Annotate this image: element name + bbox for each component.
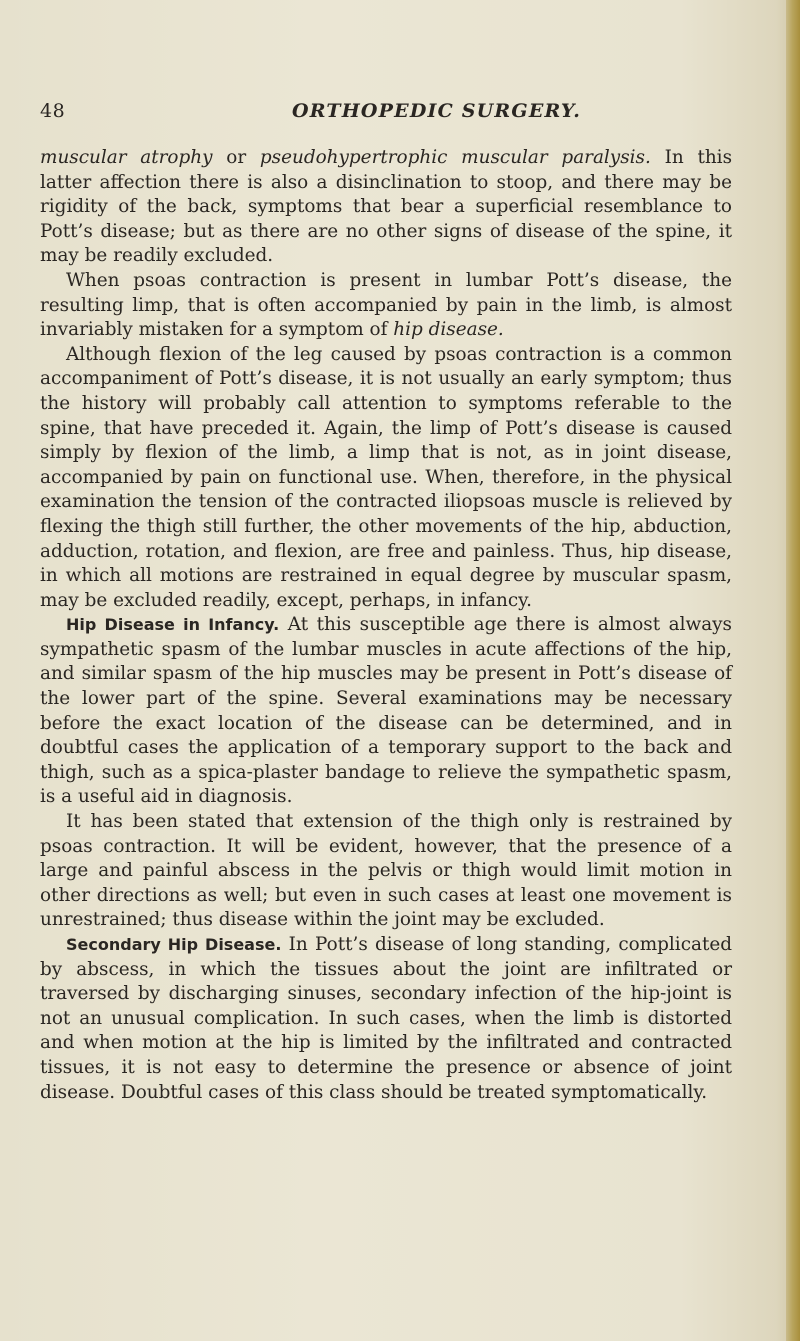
emphasis-term: muscular atrophy <box>40 147 213 168</box>
paragraph-text: Although flexion of the leg caused by psoas contraction is a common accompaniment of Pott’s disease, it is not usually an early symptom; thus the history will probably call attention to symptoms referable to the spine, that have preceded it. Again, the limp of Pott’s disease is caused simply by flexion of the limb, a limp that is not, as in joint disease, accompanied by pain on functional use. When, therefore, in the physical examination the tension of the contracted iliopsoas muscle is relieved by flexing the thigh still further, the other movements of the hip, abduction, adduction, rotation, and flexion, are free and painless. Thus, hip disease, in which all motions are restrained in equal degree by muscular spasm, may be excluded readily, except, perhaps, in infancy. <box>40 343 732 611</box>
paragraph-text: In Pott’s disease of long standing, complicated by abscess, in which the tissues about the joint are infiltrated or traversed by discharging sinuses, secondary infection of the hip-joint is not an unusual complication. In such cases, when the limb is distorted and when motion at the hip is limited by the infiltrated and contracted tissues, it is not easy to determine the presence or absence of joint disease. Doubtful cases of this class should be treated symptomatically. <box>40 934 733 1103</box>
body-text <box>40 146 732 1105</box>
page-header <box>40 100 740 130</box>
page-number: 48 <box>40 100 66 122</box>
section-heading: Secondary Hip Disease. <box>66 935 282 954</box>
paragraph-3 <box>40 343 732 614</box>
paragraph-text: When psoas contraction is present in lumbar Pott’s disease, the resulting limp, that is often accompanied by pain in the limb, is almost invariably mistaken for a symptom of <box>40 269 732 341</box>
emphasis-term: hip disease. <box>393 319 504 341</box>
paragraph-text: In this latter affection there is also a disinclination to stoop, and there may be rigidity of the back, symptoms that bear a superficial resemblance to Pott’s disease; but as there are no other signs of disease of the spine, it may be readily excluded. <box>40 147 733 267</box>
paragraph-5 <box>40 810 732 933</box>
paragraph-1 <box>40 146 732 269</box>
paragraph-2 <box>40 269 732 343</box>
page-edge <box>786 0 800 1341</box>
section-heading: Hip Disease in Infancy. <box>66 615 280 635</box>
paragraph-6 <box>40 933 732 1105</box>
paragraph-text: It has been stated that extension of the thigh only is restrained by psoas contraction. It will be evident, however, that the presence of a large and painful abscess in the pelvis or thigh would limit motion in other directions as well; but even in such cases at least one movement is unrestrained; thus disease within the joint may be excluded. <box>40 811 732 931</box>
emphasis-term: pseudohypertrophic muscular paralysis. <box>259 147 651 168</box>
running-head: ORTHOPEDIC SURGERY. <box>292 100 582 122</box>
paragraph-text: or <box>212 147 260 168</box>
paragraph-text: At this susceptible age there is almost always sympathetic spasm of the lumbar muscles in acute affections of the hip, and similar spasm of the hip muscles may be present in Pott’s disease of the lower part of the spine. Several examinations may be necessary before the exact location of the disease can be determined, and in doubtful cases the application of a temporary support to the back and thigh, such as a spica-plaster bandage to relieve the sympathetic spasm, is a useful aid in diagnosis. <box>40 614 732 808</box>
paragraph-4 <box>40 613 732 810</box>
